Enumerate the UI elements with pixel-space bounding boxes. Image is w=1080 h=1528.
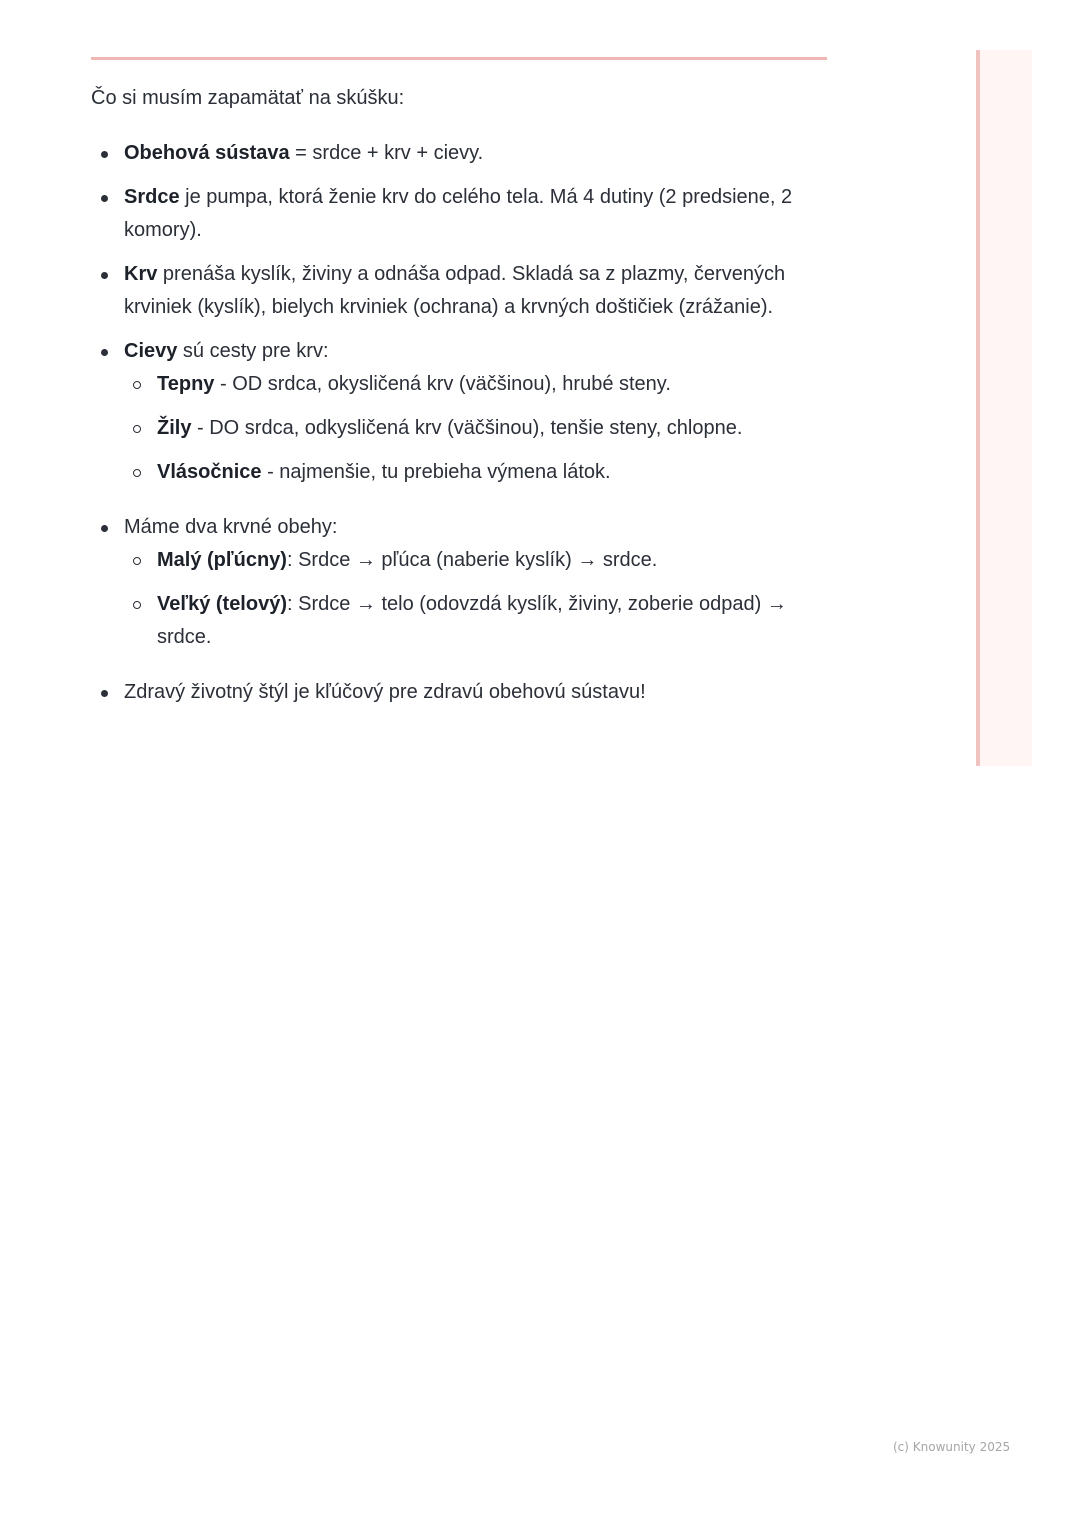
sub-item-term: Malý (pľúcny) [157, 549, 287, 571]
sub-list-item [124, 456, 831, 489]
item-text: Máme dva krvné obehy: [124, 516, 338, 538]
sub-item-text: : Srdce → pľúca (naberie kyslík) → srdce. [286, 549, 658, 571]
item-term: Krv [124, 263, 158, 285]
side-panel [976, 50, 1032, 766]
item-text: = srdce + krv + cievy. [289, 142, 484, 164]
item-term: Srdce [124, 186, 180, 208]
sub-item-text: - DO srdca, odkysličená krv (väčšinou), tenšie steny, chlopne. [191, 417, 743, 439]
sub-list-item [124, 368, 831, 401]
top-divider [91, 57, 827, 60]
intro-text: Čo si musím zapamätať na skúšku: [91, 87, 405, 109]
sub-item-text: : Srdce → telo (odovzdá kyslík, živiny, zoberie odpad) → srdce. [157, 593, 787, 648]
item-term: Cievy [124, 340, 178, 362]
sub-item-term: Žily [157, 417, 192, 439]
item-text: Zdravý životný štýl je kľúčový pre zdravú obehovú sústavu! [124, 681, 646, 703]
sub-list-item [124, 588, 831, 654]
list-item [91, 181, 831, 247]
sub-list-item [124, 412, 831, 445]
sub-list [124, 368, 831, 489]
sub-item-text: - OD srdca, okysličená krv (väčšinou), hrubé steny. [214, 373, 671, 395]
sub-list-item [124, 544, 831, 577]
item-term: Obehová sústava [124, 142, 290, 164]
main-list [91, 137, 831, 709]
list-item [91, 335, 831, 489]
list-item [91, 511, 831, 654]
item-text: je pumpa, ktorá ženie krv do celého tela. Má 4 dutiny (2 predsiene, 2 komory). [124, 186, 793, 241]
notes-content [91, 82, 831, 720]
list-item [91, 676, 831, 709]
list-item [91, 137, 831, 170]
sub-item-text: - najmenšie, tu prebieha výmena látok. [261, 461, 611, 483]
sub-item-term: Veľký (telový) [157, 593, 287, 615]
copyright-footer: (c) Knowunity 2025 [893, 1440, 1011, 1454]
list-item [91, 258, 831, 324]
item-text: prenáša kyslík, živiny a odnáša odpad. Skladá sa z plazmy, červených krviniek (kyslík), bielych krviniek (ochrana) a krvných doštičiek (zrážanie). [124, 263, 786, 318]
sub-list [124, 544, 831, 654]
sub-item-term: Vlásočnice [157, 461, 262, 483]
sub-item-term: Tepny [157, 373, 215, 395]
item-text: sú cesty pre krv: [177, 340, 329, 362]
